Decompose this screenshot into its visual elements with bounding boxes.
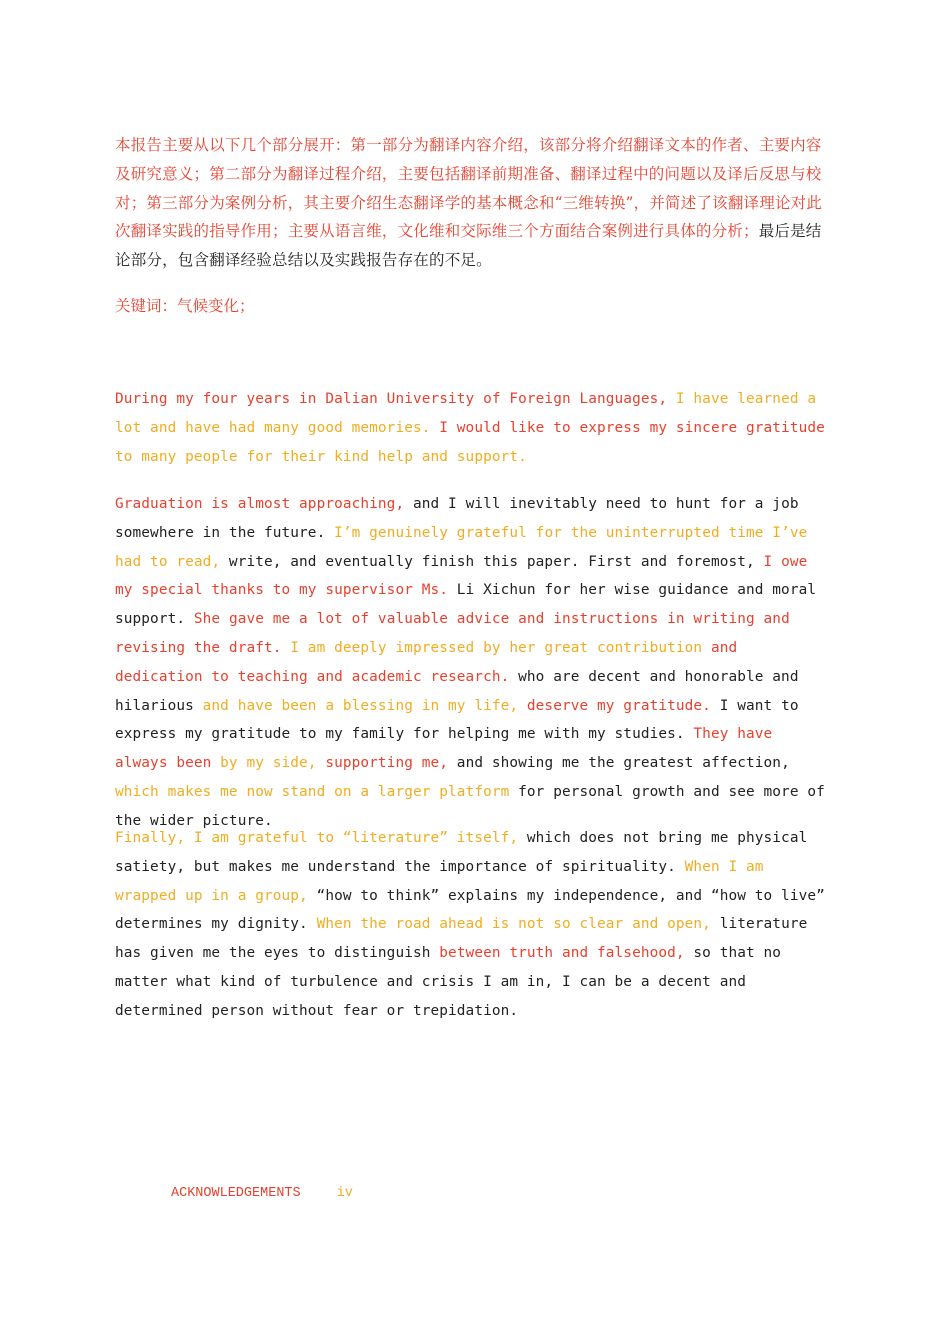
text-segment: and showing me the greatest affection, [448, 755, 790, 772]
text-segment: literature has given me the eyes to distinguish [115, 916, 808, 962]
keywords-line: 关键词：气候变化； [115, 297, 255, 315]
acknowledgement-paragraph-2 [115, 490, 831, 836]
text-segment: During my four years in Dalian University of Foreign Languages, [115, 391, 668, 407]
text-segment: and I will inevitably need to hunt for a job somewhere in the future. [115, 496, 799, 541]
text-segment: to many people for their kind help and support. [115, 448, 527, 465]
footer-section-title: ACKNOWLEDGEMENTS [171, 1186, 301, 1201]
footer-page-number: iv [336, 1186, 353, 1201]
text-segment: When I am wrapped up in a group, [115, 858, 764, 904]
text-segment: who are decent and honorable and hilarious [115, 668, 799, 714]
text-segment: for personal growth and see more of the wider picture. [115, 783, 825, 829]
text-segment: which makes me now stand on a larger platform [115, 783, 510, 800]
text-segment: “how to think” explains my independence, and “how to live” determines my dignity. [115, 887, 825, 933]
text-segment: and have been a blessing in my life, [193, 697, 519, 714]
text-segment: They have always been [115, 726, 773, 772]
page-footer [171, 1182, 353, 1206]
text-segment: so that no matter what kind of turbulence and crisis I am in, I can be a decent and determined person without fear or trepidation. [115, 945, 782, 1019]
abstract-text-conclusion: 最后是结论部分，包含翻译经验总结以及实践报告存在的不足。 [115, 222, 822, 270]
text-segment: I’m genuinely grateful for the uninterrupted time I’ve had to read, [115, 524, 808, 570]
text-segment: by my side, [211, 755, 317, 772]
text-segment: write, and eventually finish this paper. First and foremost, [220, 553, 755, 570]
acknowledgement-paragraph-1 [115, 385, 831, 471]
text-segment: She gave me a lot of valuable advice and instructions in writing and revising the draft. [115, 611, 790, 656]
text-segment: I owe my special thanks to my supervisor Ms. [115, 553, 808, 599]
text-segment: Li Xichun for her wise guidance and moral support. [115, 582, 817, 628]
text-segment: I have learned a lot and have had many good memories. [115, 391, 817, 436]
text-segment: between truth and falsehood, [430, 945, 685, 962]
text-segment: deserve my gratitude. [518, 697, 711, 714]
abstract-text-highlighted: 本报告主要从以下几个部分展开：第一部分为翻译内容介绍，该部分将介绍翻译文本的作者、主要内容及研究意义；第二部分为翻译过程介绍，主要包括翻译前期准备、翻译过程中的问题以及译后反思与校对；第三部分为案例分析，其主要介绍生态翻译学的基本概念和“三维转换”，并简述了该翻译理论对此次翻译实践的指导作用；主要从语言维，文化维和交际维三个方面结合案例进行具体的分析； [115, 136, 823, 241]
text-segment: I am deeply impressed by her great contribution [281, 639, 703, 656]
acknowledgement-paragraph-3 [115, 824, 831, 1026]
text-segment: I would like to express my sincere gratitude [430, 419, 825, 436]
abstract-chinese [115, 131, 830, 275]
text-segment: When the road ahead is not so clear and open, [307, 916, 711, 933]
text-segment: I want to express my gratitude to my family for helping me with my studies. [115, 697, 799, 743]
text-segment: Finally, I am grateful to “literature” itself, [115, 830, 519, 846]
text-segment: Graduation is almost approaching, [115, 496, 405, 512]
text-segment: which does not bring me physical satiety, but makes me understand the importance of spirituality. [115, 830, 808, 875]
text-segment: supporting me, [316, 755, 449, 772]
text-segment: and dedication to teaching and academic research. [115, 639, 738, 685]
